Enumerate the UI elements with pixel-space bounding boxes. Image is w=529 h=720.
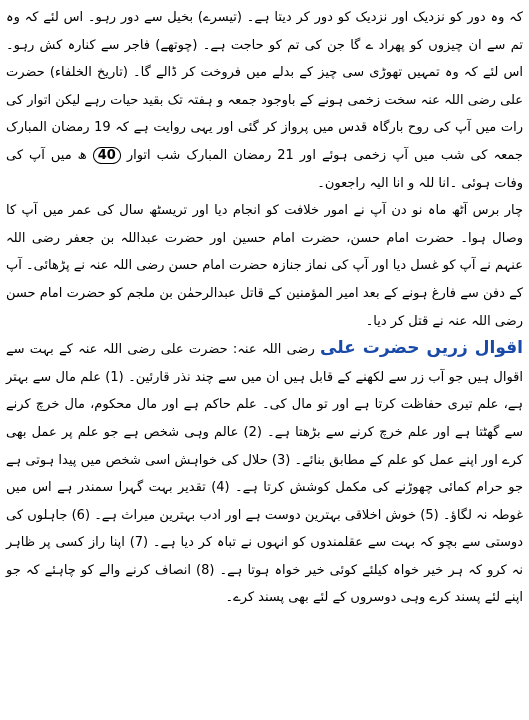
paragraph-text: چار برس آٹھ ماہ نو دن آپ نے امور خلافت کو انجام دیا اور تریسٹھ سال کی عمر میں آپ کا وصال ہوا۔ حضرت امام حسن، حضرت امام حسین اور حضرت عبداللہ بن جعفر رضی اللہ عنہم نے آپ کو غسل دیا اور آپ کی نماز جنازہ حضرت امام حسن رضی اللہ عنہ نے پڑھائی۔ آپ کے دفن سے فارغ ہونے کے بعد امیر المؤمنین کے قاتل عبدالرحمٰن بن ملجم کو حضرت امام حسن رضی اللہ عنہ نے قتل کر دیا۔ <box>6 203 523 329</box>
paragraph-text: رضی اللہ عنہ: حضرت علی رضی اللہ عنہ کے بہت سے اقوال ہیں جو آب زر سے لکھنے کے قابل ہیں ان میں سے چند نذر قارئین۔ (1) علم مال سے بہتر ہے، علم تیری حفاظت کرتا ہے اور تو مال کی۔ علم حاکم ہے اور مال محکوم، مال خرچ کرنے سے گھٹتا ہے اور علم خرچ کرنے سے بڑھتا ہے۔ (2) عالم وہی شخص ہے جو علم پر عمل بھی کرے اور اپنے عمل کو علم کے مطابق بنائے۔ (3) حلال کی خواہش اسی شخص میں پیدا ہوتی ہے جو حرام کمائی چھوڑنے کی مکمل کوشش کرتا ہے۔ (4) تقدیر بہت گہرا سمندر ہے اس میں غوطہ نہ لگاؤ۔ (5) خوش اخلاقی بہترین دوست ہے اور ادب بہترین میراث ہے۔ (6) جاہلوں کی دوستی سے بچو کہ بہت سے عقلمندوں کو انہوں نے تباہ کر دیا ہے۔ (7) اپنا راز کسی پر ظاہر نہ کرو کہ ہر خیر خواہ کیلئے کوئی خیر خواہ ہوتا ہے۔ (8) انصاف کرنے والے کو چاہئے کہ جو اپنے لئے پسند کرے وہی دوسروں کے لئے بھی پسند کرے۔ <box>6 342 524 606</box>
paragraph-text: کہ وہ دور کو نزدیک اور نزدیک کو دور کر دیتا ہے۔ (تیسرے) بخیل سے دور رہو۔ اس لئے کہ وہ تم سے ان چیزوں کو پھراد ے گا جن کی تم کو حاجت ہے۔ (چوتھے) فاجر سے کنارہ کش رہو۔ اس لئے کہ وہ تمہیں تھوڑی سی چیز کے بدلے میں فروخت کر ڈالے گا۔ (تاریخ الخلفاء) حضرت علی رضی اللہ عنہ سخت زخمی ہونے کے باوجود جمعہ و ہفتہ تک بقید حیات رہے لیکن اتوار کی رات میں آپ کی روح بارگاہ قدس میں پرواز کر گئی اور یہی روایت ہے کہ <box>6 10 523 136</box>
paragraph-text: ھ میں آپ کی وفات ہوئی ۔انا للہ و انا الیہ راجعون۔ <box>6 147 523 191</box>
paragraph-death-account <box>6 4 523 197</box>
paragraph-text: رمضان المبارک جمعہ کی شب میں آپ زخمی ہوئے اور <box>6 120 523 163</box>
year-number: 40 <box>93 147 121 164</box>
paragraph-sayings <box>6 335 523 612</box>
date-number: 21 <box>277 147 294 163</box>
section-heading: اقوال زریں حضرت علی <box>320 338 523 359</box>
paragraph-caliphate <box>6 197 523 335</box>
paragraph-text: رمضان المبارک شب اتوار <box>126 147 272 163</box>
date-number: 19 <box>94 120 111 136</box>
